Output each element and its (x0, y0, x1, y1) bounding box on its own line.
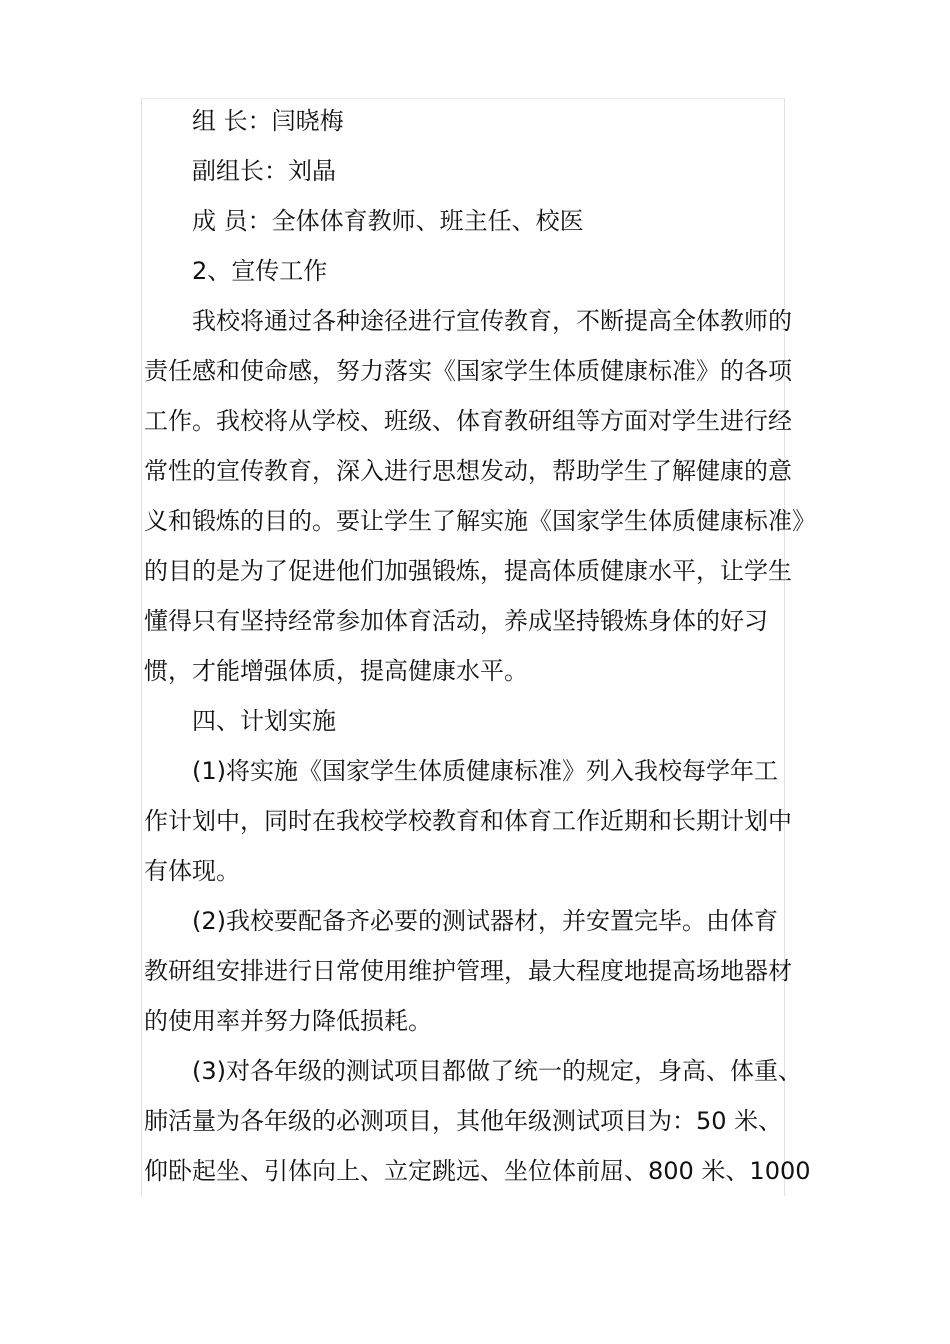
paragraph-line: 教研组安排进行日常使用维护管理，最大程度地提高场地器材 (144, 957, 792, 985)
paragraph-line: 的使用率并努力降低损耗。 (144, 1007, 432, 1035)
paragraph-line: 的目的是为了促进他们加强锻炼，提高体质健康水平，让学生 (144, 557, 792, 585)
paragraph-line: 责任感和使命感，努力落实《国家学生体质健康标准》的各项 (144, 357, 792, 385)
paragraph-line: 作计划中，同时在我校学校教育和体育工作近期和长期计划中 (144, 807, 792, 835)
paragraph-line: 懂得只有坚持经常参加体育活动，养成坚持锻炼身体的好习 (144, 607, 768, 635)
paragraph-line: 有体现。 (144, 857, 240, 885)
paragraph-line: (2)我校要配备齐必要的测试器材，并安置完毕。由体育 (192, 907, 778, 935)
paragraph-line: 工作。我校将从学校、班级、体育教研组等方面对学生进行经 (144, 407, 792, 435)
paragraph-line: 义和锻炼的目的。要让学生了解实施《国家学生体质健康标准》 (144, 507, 816, 535)
paragraph-line: 仰卧起坐、引体向上、立定跳远、坐位体前屈、800 米、1000 (144, 1157, 811, 1185)
paragraph-line: 肺活量为各年级的必测项目，其他年级测试项目为：50 米、 (144, 1107, 783, 1135)
leader-line: 组 长：闫晓梅 (192, 107, 344, 135)
paragraph-line: (1)将实施《国家学生体质健康标准》列入我校每学年工 (192, 757, 778, 785)
members-line: 成 员：全体体育教师、班主任、校医 (192, 207, 584, 235)
paragraph-line: 常性的宣传教育，深入进行思想发动，帮助学生了解健康的意 (144, 457, 792, 485)
paragraph-line: 我校将通过各种途径进行宣传教育，不断提高全体教师的 (192, 307, 792, 335)
paragraph-line: 惯，才能增强体质，提高健康水平。 (144, 657, 528, 685)
section-heading-publicity: 2、宣传工作 (192, 257, 328, 285)
paragraph-line: (3)对各年级的测试项目都做了统一的规定，身高、体重、 (192, 1057, 802, 1085)
deputy-leader-line: 副组长：刘晶 (192, 157, 336, 185)
section-heading-plan: 四、计划实施 (192, 707, 336, 735)
